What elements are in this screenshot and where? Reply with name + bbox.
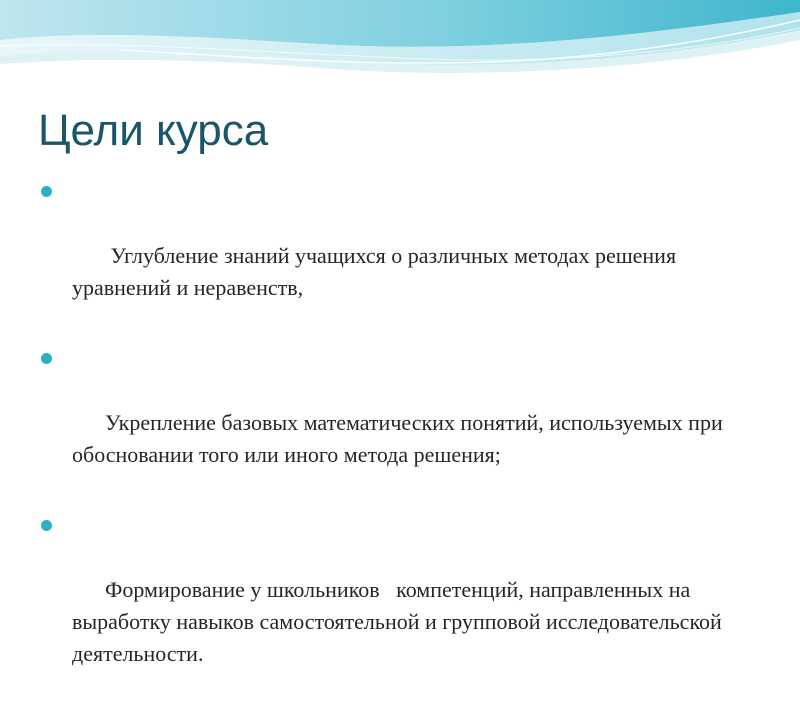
- list-item: [40, 343, 740, 503]
- bullet-list: [40, 176, 740, 709]
- circle-bullet-icon: [41, 520, 52, 531]
- bullet-text: Углубление знаний учащихся о различных методах решения уравнений и неравенств,: [72, 243, 693, 300]
- list-item: [40, 510, 740, 702]
- circle-bullet-icon: [41, 353, 52, 364]
- bullet-text: Формирование у школьников компетенций, направленных на выработку навыков самостоятельной и групповой исследовательской деятельности.: [72, 577, 728, 666]
- bullet-text: Укрепление базовых математических понятий, используемых при обосновании того или иного метода решения;: [72, 410, 729, 467]
- circle-bullet-icon: [41, 186, 52, 197]
- slide-title: Цели курса: [38, 106, 269, 155]
- list-item: [40, 176, 740, 336]
- teal-wave-icon: [0, 0, 800, 80]
